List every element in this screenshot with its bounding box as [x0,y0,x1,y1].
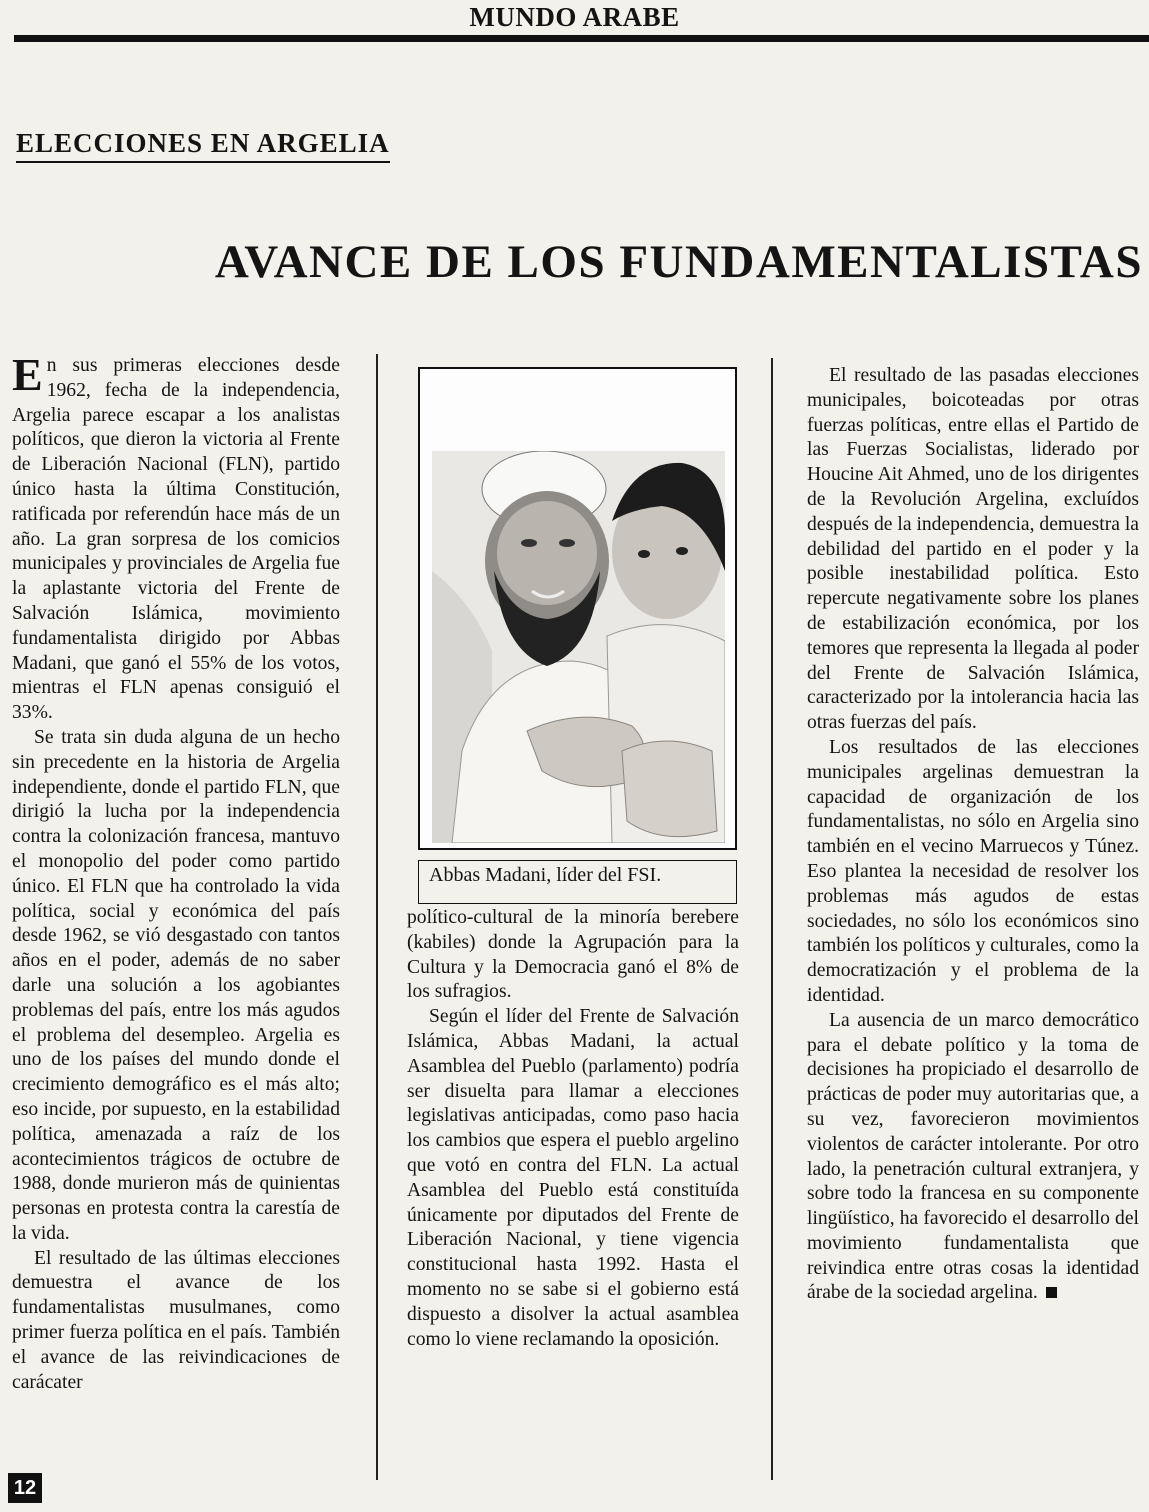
article-column-3 [807,364,1139,1464]
portrait-illustration [432,451,725,843]
column-divider [376,354,378,1480]
article-kicker: ELECCIONES EN ARGELIA [16,128,390,163]
paragraph: político-cultural de la minoría berebere (kabiles) donde la Agrupación para la Cultura y la Democracia ganó el 8% de los sufragios. [407,907,739,1003]
end-of-article-mark [1046,1287,1057,1298]
column-divider [771,358,773,1480]
paragraph [12,354,340,726]
paragraph: Se trata sin duda alguna de un hecho sin precedente en la historia de Argelia independiente, donde el partido FLN, que dirigió la lucha por la independencia contra la colonización francesa, mantuvo el monopolio del poder como partido único. El FLN que ha controlado la vida política, social y económica del país desde 1962, se vió desgastado con tantos años en el poder, además de no saber darle una solución a los agobiantes problemas del país, entre los más agudos el problema del desempleo. Argelia es uno de los países del mundo donde el crecimiento demográfico es el más alto; eso incide, por supuesto, en la estabilidad política, amenazada a raíz de los acontecimientos trágicos de octubre de 1988, donde murieron más de quinientas personas en protesta contra la carestía de la vida. [12,726,340,1244]
article-headline: AVANCE DE LOS FUNDAMENTALISTAS [214,236,1143,288]
photo-caption: Abbas Madani, líder del FSI. [418,860,737,904]
paragraph: Según el líder del Frente de Salvación Islámica, Abbas Madani, la actual Asamblea del Pueblo (parlamento) podría ser disuelta para llamar a elecciones legislativas anticipadas, como paso hacia los cambios que espera el pueblo argelino que votó en contra del FLN. La actual Asamblea del Pueblo está constituída únicamente por diputados del Frente de Liberación Nacional, y tiene vigencia constitucional hasta 1992. Hasta el momento no se sabe si el gobierno está dispuesto a disolver la actual asamblea como lo viene reclamando la oposición. [407,1006,739,1350]
paragraph [807,1009,1139,1307]
drop-cap: E [12,354,43,400]
paragraph: El resultado de las últimas elecciones demuestra el avance de los fundamentalistas musulmanes, como primer fuerza política en el país. También el avance de las reivindicaciones de carácater [12,1247,340,1393]
article-column-2 [407,906,739,1466]
portrait-photo [418,367,737,850]
article-column-1 [12,354,340,1472]
section-header: MUNDO ARABE [469,2,680,32]
paragraph: Los resultados de las elecciones municipales argelinas demuestran la capacidad de organización de los fundamentalistas, no sólo en Argelia sino también en el vecino Marruecos y Túnez. Eso plantea la necesidad de resolver los problemas más agudos de estas sociedades, no sólo los económicos sino también los políticos y culturales, como la democratización y el problema de la identidad. [807,736,1139,1006]
paragraph-text: n sus primeras elecciones desde 1962, fecha de la independencia, Argelia parece escapar a los analistas políticos, que dieron la victoria al Frente de Liberación Nacional (FLN), partido único hasta la última Constitución, ratificada por referendún hace más de un año. La gran sorpresa de los comicios municipales y provinciales de Argelia fue la aplastante victoria del Frente de Salvación Islámica, movimiento fundamentalista dirigido por Abbas Madani, que ganó el 55% de los votos, mientras el FLN apenas consiguió el 33%. [12,355,340,724]
header-rule [14,35,1149,42]
paragraph-text: La ausencia de un marco democrático para el debate político y la toma de decisiones ha propiciado el desarrollo de prácticas de poder muy autoritarias que, a su vez, favorecieron movimientos violentos de carácter intolerante. Por otro lado, la penetración cultural extranjera, y sobre todo la francesa en su componente lingüístico, ha favorecido el desarrollo del movimiento fundamentalista que reivindica entre otras cosas la identidad árabe de la sociedad argelina. [807,1009,1139,1304]
paragraph: El resultado de las pasadas elecciones municipales, boicoteadas por otras fuerzas políticas, entre ellas el Partido de las Fuerzas Socialistas, liderado por Houcine Ait Ahmed, uno de los dirigentes de la Revolución Argelina, excluídos después de la independencia, demuestra la debilidad del partido en el poder y la posible inestabilidad política. Esto repercute negativamente sobre los planes de estabilización económica, por los temores que representa la llegada al poder del Frente de Salvación Islámica, caracterizado por la intolerancia hacia las otras fuerzas del país. [807,365,1139,734]
page-number: 12 [8,1473,42,1503]
